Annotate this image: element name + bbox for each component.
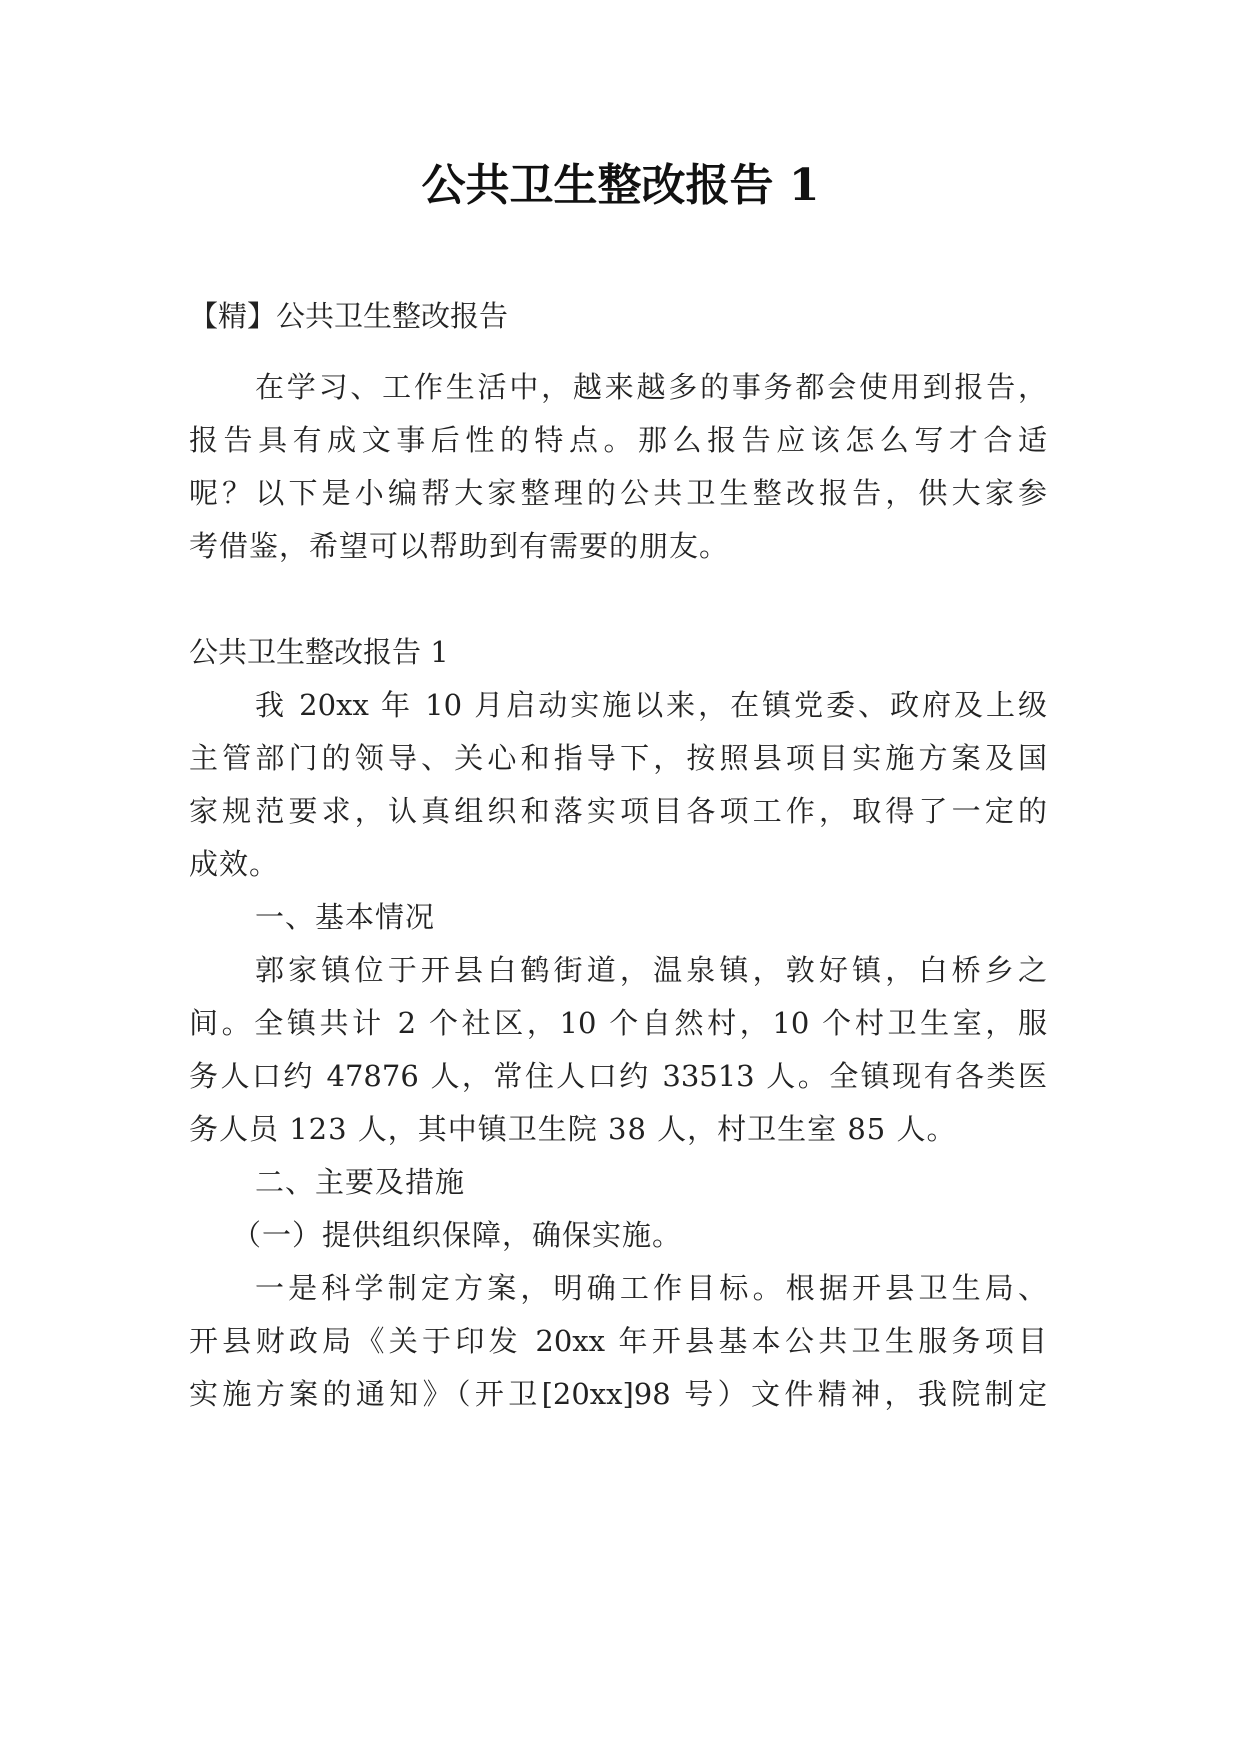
paragraph-line: 报告具有成文事后性的特点。那么报告应该怎么写才合适 [189, 423, 1047, 457]
paragraph-line: 呢？以下是小编帮大家整理的公共卫生整改报告，供大家参 [189, 476, 1047, 510]
paragraph-line: 成效。 [189, 847, 280, 881]
paragraph-line: 间。全镇共计 2 个社区，10 个自然村，10 个村卫生室，服 [189, 1006, 1047, 1040]
paragraph-line: 家规范要求，认真组织和落实项目各项工作，取得了一定的 [189, 794, 1047, 828]
paragraph-line: 开县财政局《关于印发 20xx 年开县基本公共卫生服务项目 [189, 1324, 1047, 1358]
document-subtitle: 【精】公共卫生整改报告 [189, 299, 509, 333]
paragraph-line: 务人口约 47876 人，常住人口约 33513 人。全镇现有各类医 [189, 1059, 1047, 1093]
subsection-heading: （一）提供组织保障，确保实施。 [232, 1218, 683, 1252]
paragraph-line: 实施方案的通知》（开卫[20xx]98 号）文件精神，我院制定 [189, 1377, 1047, 1411]
section-heading: 公共卫生整改报告 1 [189, 635, 449, 669]
paragraph-line: 在学习、工作生活中，越来越多的事务都会使用到报告， [255, 370, 1047, 404]
paragraph-line: 主管部门的领导、关心和指导下，按照县项目实施方案及国 [189, 741, 1047, 775]
section-heading: 一、基本情况 [255, 900, 436, 934]
section-heading: 二、主要及措施 [255, 1165, 466, 1199]
document-title: 公共卫生整改报告 1 [421, 160, 820, 211]
paragraph-line: 务人员 123 人，其中镇卫生院 38 人，村卫生室 85 人。 [189, 1112, 957, 1146]
paragraph-line: 一是科学制定方案，明确工作目标。根据开县卫生局、 [255, 1271, 1047, 1305]
paragraph-line: 我 20xx 年 10 月启动实施以来，在镇党委、政府及上级 [255, 688, 1047, 722]
paragraph-line: 考借鉴，希望可以帮助到有需要的朋友。 [189, 529, 730, 563]
paragraph-line: 郭家镇位于开县白鹤街道，温泉镇，敦好镇，白桥乡之 [255, 953, 1047, 987]
